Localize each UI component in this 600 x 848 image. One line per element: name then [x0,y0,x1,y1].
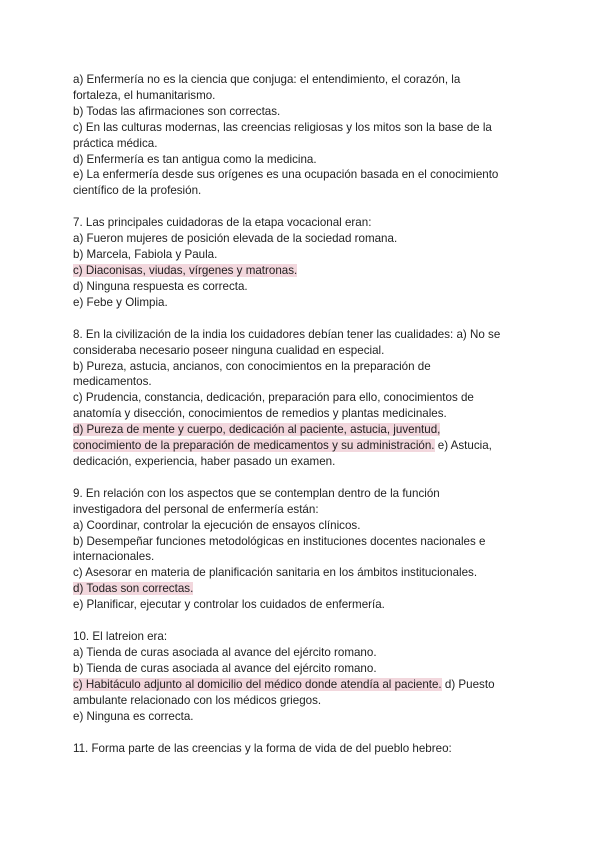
text-segment: 9. En relación con los aspectos que se contemplan dentro de la función [73,486,440,500]
text-segment: d) Enfermería es tan antigua como la medicina. [73,152,317,166]
question-block [73,327,533,470]
text-line [73,167,533,183]
highlighted-answer: c) Habitáculo adjunto al domicilio del médico donde atendía al paciente. [73,677,442,691]
text-line [73,502,533,518]
text-line [73,295,533,311]
highlighted-answer: d) Pureza de mente y cuerpo, dedicación al paciente, astucia, juventud, [73,423,441,437]
text-line [73,183,533,199]
question-block [73,72,533,199]
paragraph-gap [73,199,533,215]
text-line [73,279,533,295]
text-segment: dedicación, experiencia, haber pasado un examen. [73,454,336,468]
question-block [73,741,533,757]
paragraph-gap [73,470,533,486]
text-segment: 11. Forma parte de las creencias y la forma de vida de del pueblo hebreo: [73,741,452,755]
text-segment: a) Tienda de curas asociada al avance del ejército romano. [73,646,377,659]
text-segment: 10. El latreion era: [73,630,168,644]
text-line [73,645,533,661]
text-segment: e) Febe y Olimpia. [73,295,168,309]
text-line [73,343,533,359]
text-segment: investigadora del personal de enfermería están: [73,502,319,516]
text-line [73,72,533,88]
text-line [73,231,533,247]
text-segment: c) Prudencia, constancia, dedicación, preparación para ello, conocimientos de [73,391,474,405]
text-segment: d) Puesto [441,677,495,691]
text-line [73,359,533,375]
text-segment: consideraba necesario poseer ninguna cualidad en especial. [73,343,385,357]
text-line [73,677,533,693]
text-line [73,247,533,263]
text-line [73,581,533,597]
highlighted-answer: conocimiento de la preparación de medicamentos y su administración. [73,439,435,453]
text-segment: a) Enfermería no es la ciencia que conjuga: el entendimiento, el corazón, la [73,73,461,86]
text-segment: 8. En la civilización de la india los cuidadores debían tener las cualidades: a) No se [73,327,501,341]
text-line [73,565,533,581]
paragraph-gap [73,311,533,327]
text-segment: ambulante relacionado con los médicos griegos. [73,693,322,707]
text-line [73,406,533,422]
text-segment: b) Marcela, Fabiola y Paula. [73,248,218,262]
text-line [73,374,533,390]
text-line [73,454,533,470]
text-line [73,518,533,534]
text-segment: fortaleza, el humanitarismo. [73,88,216,102]
text-line [73,136,533,152]
text-segment: a) Coordinar, controlar la ejecución de ensayos clínicos. [73,518,361,532]
text-line [73,438,533,454]
text-line [73,104,533,120]
text-line [73,661,533,677]
text-segment: científico de la profesión. [73,184,202,198]
highlighted-answer: c) Diaconisas, viudas, vírgenes y matronas. [73,263,298,277]
text-segment: d) Ninguna respuesta es correcta. [73,279,248,293]
text-segment: b) Tienda de curas asociada al avance del ejército romano. [73,661,377,675]
question-block [73,629,533,724]
text-segment: b) Desempeñar funciones metodológicas en instituciones docentes nacionales e [73,534,486,548]
question-block [73,486,533,613]
text-segment: b) Pureza, astucia, ancianos, con conocimientos en la preparación de [73,359,431,373]
paragraph-gap [73,613,533,629]
text-line [73,597,533,613]
text-line [73,88,533,104]
text-line [73,709,533,725]
document-page [73,72,533,756]
text-segment: e) Astucia, [434,439,492,453]
text-segment: práctica médica. [73,136,158,150]
text-line [73,390,533,406]
text-segment: e) Ninguna es correcta. [73,709,194,723]
paragraph-gap [73,725,533,741]
text-segment: c) Asesorar en materia de planificación sanitaria en los ámbitos institucionales. [73,566,478,580]
text-line [73,534,533,550]
highlighted-answer: d) Todas son correctas. [73,582,194,596]
text-segment: e) Planificar, ejecutar y controlar los cuidados de enfermería. [73,598,385,612]
text-line [73,486,533,502]
text-segment: a) Fueron mujeres de posición elevada de la sociedad romana. [73,232,398,246]
text-line [73,422,533,438]
text-line [73,152,533,168]
question-block [73,215,533,310]
text-segment: 7. Las principales cuidadoras de la etapa vocacional eran: [73,216,372,230]
text-line [73,741,533,757]
text-line [73,120,533,136]
text-segment: c) En las culturas modernas, las creencias religiosas y los mitos son la base de la [73,120,492,134]
text-line [73,693,533,709]
text-line [73,629,533,645]
text-segment: e) La enfermería desde sus orígenes es una ocupación basada en el conocimiento [73,168,499,182]
text-line [73,215,533,231]
text-segment: internacionales. [73,550,155,564]
text-line [73,549,533,565]
text-segment: b) Todas las afirmaciones son correctas. [73,104,281,118]
text-segment: anatomía y disección, conocimientos de remedios y plantas medicinales. [73,407,447,421]
text-line [73,263,533,279]
text-line [73,327,533,343]
text-segment: medicamentos. [73,375,152,389]
